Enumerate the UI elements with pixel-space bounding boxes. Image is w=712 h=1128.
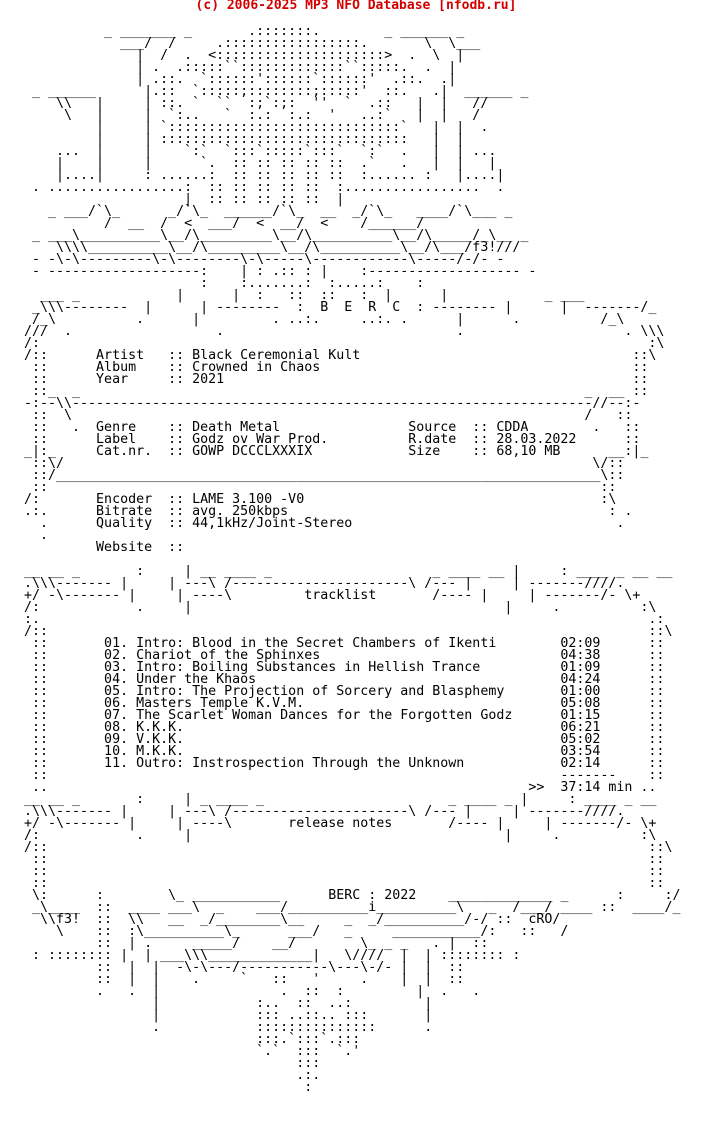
nfo-line: _\____ :: ____ ___\ _ ___/__________i__________\ _ /___/ ____ :: ____/_ (16, 900, 681, 915)
nfo-line: :: :: (16, 480, 617, 495)
nfo-line: _ _______ _ .:::::::. _ ______ _ (16, 24, 465, 39)
nfo-line: \ | | `:.. ` :.: :.: ' ..:` | | / (16, 108, 481, 123)
nfo-line: /:: ::\ (16, 624, 673, 639)
nfo-line: _\\\-------- | | -------- : B E R C : -------- | | -------/_ (16, 300, 657, 315)
nfo-line: : :::::::: | | ___\\\_____________| \//// | | :::::::: : (16, 948, 521, 963)
nfo-line: | :: :: :: :: :: | (16, 192, 345, 207)
nfo-line: /: . | | . :\ (16, 600, 657, 615)
nfo-line: :. .: (16, 612, 665, 627)
nfo-line: ::/____________________________________________________________________\:: (16, 468, 625, 483)
nfo-line: :: 10. M.K.K. 03:54 :: (16, 744, 665, 759)
nfo-line: :: 05. Intro: The Projection of Sorcery and Blasphemy 01:00 :: (16, 684, 665, 699)
nfo-line: | | ::::::::::::::::::::::::::::::: | | (16, 132, 465, 147)
nfo-line: . Quality :: 44,1kHz/Joint-Stereo . (16, 516, 625, 531)
nfo-line: . . | . :: : | . . (16, 984, 481, 999)
nfo-line: :: Year :: 2021 :: (16, 372, 649, 387)
nfo-line: :: 01. Intro: Blood in the Secret Chambers of Ikenti 02:09 :: (16, 636, 665, 651)
nfo-line: \\\\__________\__/\_________\__/\__________\__/\___/f3!/// (16, 240, 521, 255)
nfo-line: .:. (16, 1068, 321, 1083)
nfo-line: :::.`:::`.::: (16, 1032, 361, 1047)
nfo-line: \: : \_ ___________ BERC : 2022 _____________ _ : :/ (16, 888, 681, 903)
nfo-line: :: | | . ` :: ' . | | :: (16, 972, 465, 987)
nfo-line: . ::::::::::::::: . (16, 1020, 433, 1035)
nfo-line: Website :: (16, 540, 185, 555)
nfo-line: . .................: :: :: :: :: :: :................. . (16, 180, 505, 195)
nfo-line: :: | . _____/ __/ \_ _ _ . | :: (16, 936, 489, 951)
nfo-line: :: 07. The Scarlet Woman Dances for the Forgotten Godz 01:15 :: (16, 708, 665, 723)
nfo-line: +/ -\------- | | ----\ release notes /---- | | -------/- \+ (16, 816, 657, 831)
nfo-line: :: Album :: Crowned in Chaos :: (16, 360, 649, 375)
nfo-line: : (16, 1080, 313, 1095)
nfo-line: :: 11. Outro: Instrospection Through the Unknown 02:14 :: (16, 756, 665, 771)
nfo-line: /// . . . . \\\ (16, 324, 665, 339)
nfo-line: \\ | | ::. ` `` :;`:;: '' ` .:: | | // (16, 96, 489, 111)
nfo-line: /: :\ (16, 336, 665, 351)
nfo-line: .. >> 37:14 min .. (16, 780, 657, 795)
nfo-line: :: 08. K.K.K. 06:21 :: (16, 720, 665, 735)
nfo-line: :: :: (16, 852, 665, 867)
nfo-line: :: . Genre :: Death Metal Source :: CDDA . :: (16, 420, 641, 435)
nfo-line: / __ / < ___/ < __/ < /______/ (16, 216, 433, 231)
nfo-line: ___/ / .:::::::::::::::::. \ \___ (16, 36, 481, 51)
nfo-line: _ ______ |.:: `:::::;::::::::;:::::' ::. .| ______ _ (16, 84, 529, 99)
nfo-line: | ::: ..::.. ::: | (16, 1008, 433, 1023)
nfo-line: - -\-\---------\-\--------\-\-----\------------\-----/-/- - (16, 252, 505, 267)
nfo-line: \ :: :\__________\_ ___/ _ ___________/: :: / (16, 924, 569, 939)
nfo-line: _|:_ Cat.nr. :: GOWP DCCCLXXXIX Size :: 68,10 MB __:|_ (16, 444, 649, 459)
nfo-line: | .::. `::::::'::::::`::::::' .::. .| (16, 72, 457, 87)
nfo-line: :: :: (16, 876, 665, 891)
nfo-line: |....| : ......: :: :: :: :: :: :...... : |....| (16, 168, 505, 183)
nfo-line: | . .:::::``:::::::::::::``:::::. . | (16, 60, 457, 75)
nfo-line: - -------------------: | : .:: : | :------------------- - (16, 264, 537, 279)
nfo-line: +/ -\------- | | ----\ tracklist /---- | | -------/- \+ (16, 588, 641, 603)
nfo-line: __ __ _ : | _ ____ _ _ ____ _ | : ____ _ __ (16, 792, 657, 807)
nfo-line: :: :: (16, 864, 665, 879)
nfo-line: :: 04. Under the Khaos 04:24 :: (16, 672, 665, 687)
nfo-line: `.` ::: `.' (16, 1044, 361, 1059)
nfo-line: ___ _ | | : :: :: : | | _ ___ (16, 288, 585, 303)
nfo-line: :: \ / :: (16, 408, 633, 423)
nfo-line: _ ___\__________\__/\_________\__/\__________\__/\_____/_\__ _ (16, 228, 529, 243)
nfo-line: | :.. :: ..: | (16, 996, 433, 1011)
nfo-ascii-art (16, 14, 680, 1094)
nfo-line: .:. Bitrate :: avg. 250kbps : . (16, 504, 633, 519)
nfo-line: /:: ::\ (16, 840, 673, 855)
nfo-line: /_\ . | . ..:. ..:. . | . /_\ (16, 312, 625, 327)
nfo-line: -:--\\-----------------------------------------------------------------//--:- (16, 396, 641, 411)
nfo-line: :: ------- :: (16, 768, 665, 783)
nfo-line: | / . <:::::::::::::::::::::> . \ | (16, 48, 465, 63)
nfo-line: :: 02. Chariot of the Sphinxes 04:38 :: (16, 648, 665, 663)
nfo-line: .\\\------- | | ---\ /----------------------\ /--- | | -------////. (16, 804, 625, 819)
nfo-line: :: 03. Intro: Boiling Substances in Hellish Trance 01:09 :: (16, 660, 665, 675)
nfo-line: . (16, 528, 49, 543)
nfo-line: | | | `. :: :: :: :: :: .` . | | | (16, 156, 497, 171)
nfo-line: /: Encoder :: LAME 3.100 -V0 :\ (16, 492, 617, 507)
nfo-line: | | `:::::::::::::::::::::::::::::` | | . (16, 120, 489, 135)
nfo-line: ::: (16, 1056, 321, 1071)
nfo-line: :: 06. Masters Temple K.V.M. 05:08 :: (16, 696, 665, 711)
nfo-line: ::_ _ _ __ :: (16, 384, 649, 399)
nfo-line: _ ___/`\_ _/`\_ ______/`\_ __ _/`\_ ____/`\___ _ (16, 204, 513, 219)
nfo-line: :: | | -\-\---/-----------\---\-/- | | :: (16, 960, 465, 975)
nfo-line: ::\/ \/:: (16, 456, 625, 471)
nfo-line: /:: Artist :: Black Ceremonial Kult ::\ (16, 348, 657, 363)
nfo-line: :: 09. V.K.K. 05:02 :: (16, 732, 665, 747)
nfo-line: /: . | | . :\ (16, 828, 657, 843)
site-header: (c) 2006-2025 MP3 NFO Database [nfodb.ru] (195, 0, 517, 13)
nfo-line: __ __ _ : | __ ____ _ _ ____ __ | : ____ _ __ __ (16, 564, 673, 579)
nfo-line: .\\\------- | | ---\ /----------------------\ /--- | | -------////. (16, 576, 625, 591)
nfo-line: :: Label :: Godz ov War Prod. R.date :: 28.03.2022 :: (16, 432, 641, 447)
nfo-line: \\f3! :: \\ __ _/________\__ _ _/__________/-/ :: cRO/ (16, 912, 561, 927)
nfo-line: ... | | `:` `:::`:::::`:::` `:` . | | ... (16, 144, 497, 159)
nfo-line: : :.......: :.....: : (16, 276, 425, 291)
